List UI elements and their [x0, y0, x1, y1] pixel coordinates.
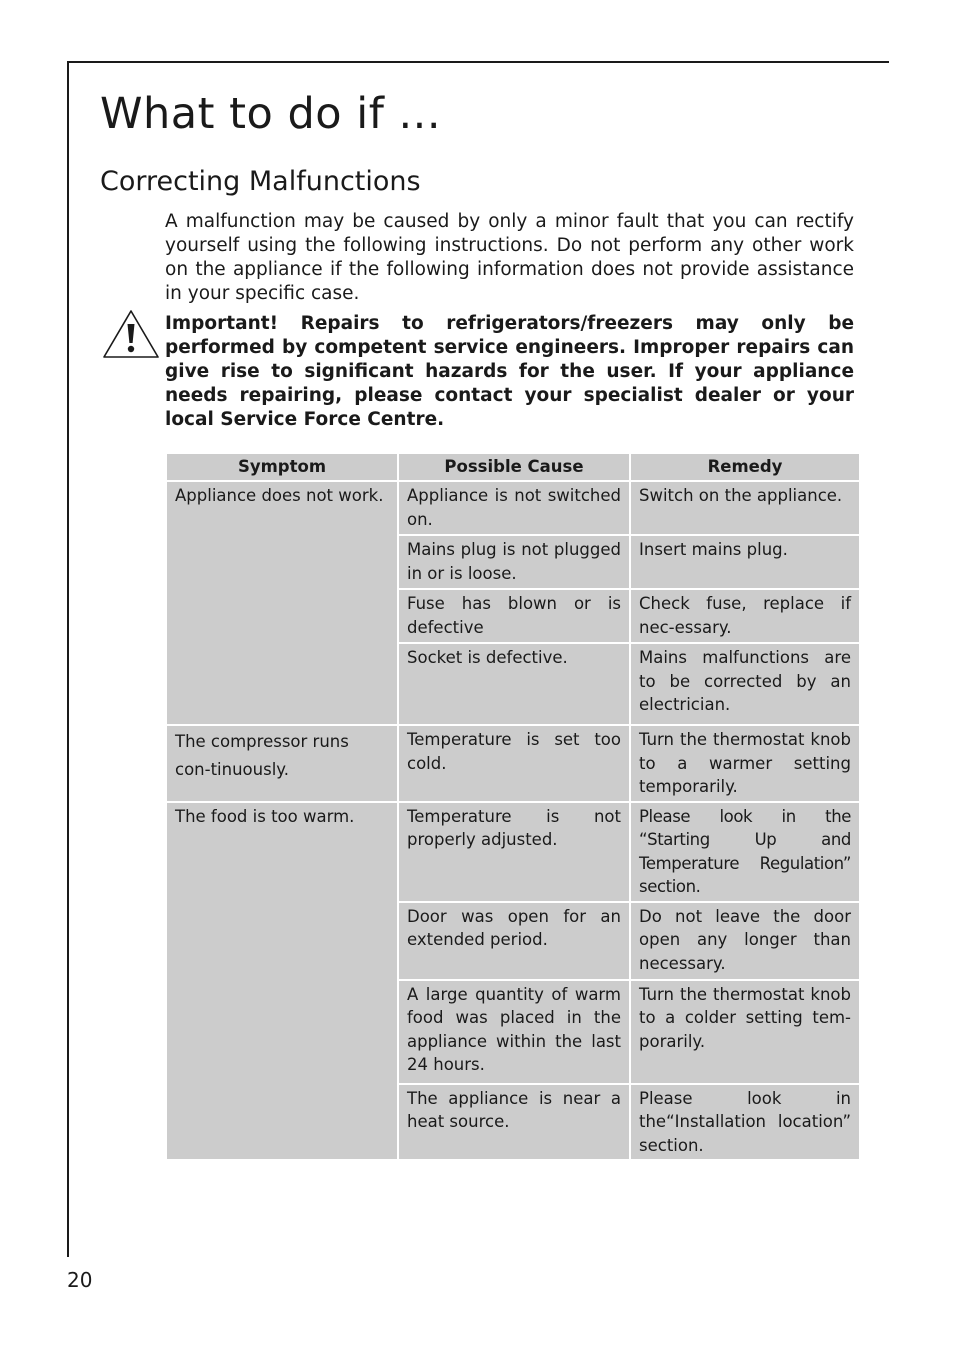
- cause-cell: A large quantity of warm food was placed in the appliance within the last 24 hours.: [399, 981, 629, 1083]
- intro-paragraph: A malfunction may be caused by only a minor fault that you can rectify yourself using the following instructions. Do not perform any other work on the appliance if the following information does not provide assistance in your specific case.: [165, 211, 854, 304]
- cause-cell: The appliance is near a heat source.: [399, 1085, 629, 1160]
- page-number: 20: [67, 1268, 93, 1292]
- remedy-cell: Turn the thermostat knob to a warmer setting temporarily.: [631, 726, 859, 801]
- section-title: Correcting Malfunctions: [100, 166, 421, 197]
- symptom-cell: The compressor runs con-tinuously.: [167, 726, 397, 801]
- remedy-cell: Mains malfunctions are to be corrected by an electrician.: [631, 644, 859, 724]
- remedy-cell: Do not leave the door open any longer than necessary.: [631, 903, 859, 979]
- table-row: [167, 482, 859, 534]
- cause-cell: Fuse has blown or is defective: [399, 590, 629, 642]
- cause-cell: Socket is defective.: [399, 644, 629, 724]
- header-symptom: Symptom: [167, 454, 397, 480]
- warning-triangle-icon: [102, 308, 160, 360]
- cause-cell: Door was open for an extended period.: [399, 903, 629, 979]
- remedy-cell: Switch on the appliance.: [631, 482, 859, 534]
- header-possible-cause: Possible Cause: [399, 454, 629, 480]
- table-header-row: [167, 454, 859, 480]
- header-remedy: Remedy: [631, 454, 859, 480]
- symptom-cell: Appliance does not work.: [167, 482, 397, 724]
- cause-cell: Temperature is set too cold.: [399, 726, 629, 801]
- remedy-cell: Check fuse, replace if nec-essary.: [631, 590, 859, 642]
- table-row: [167, 803, 859, 901]
- symptom-cell: The food is too warm.: [167, 803, 397, 1160]
- troubleshooting-table: [165, 452, 861, 1161]
- cause-cell: Appliance is not switched on.: [399, 482, 629, 534]
- warning-text: Important! Repairs to refrigerators/freezers may only be performed by competent service engineers. Improper repairs can give rise to significant hazards for the user. If your appliance needs repairing, please contact your specialist dealer or your local Service Force Centre.: [165, 313, 854, 430]
- remedy-cell: Please look in the“Installation location” section.: [631, 1085, 859, 1160]
- remedy-cell: Please look in the “Starting Up and Temperature Regulation” section.: [631, 803, 859, 901]
- table-row: [167, 726, 859, 801]
- cause-cell: Mains plug is not plugged in or is loose.: [399, 536, 629, 588]
- cause-cell: Temperature is not properly adjusted.: [399, 803, 629, 901]
- frame-top-rule: [67, 61, 889, 63]
- page-title: What to do if ...: [100, 89, 442, 139]
- remedy-cell: Insert mains plug.: [631, 536, 859, 588]
- remedy-cell: Turn the thermostat knob to a colder setting tem-porarily.: [631, 981, 859, 1083]
- frame-left-rule: [67, 61, 69, 1257]
